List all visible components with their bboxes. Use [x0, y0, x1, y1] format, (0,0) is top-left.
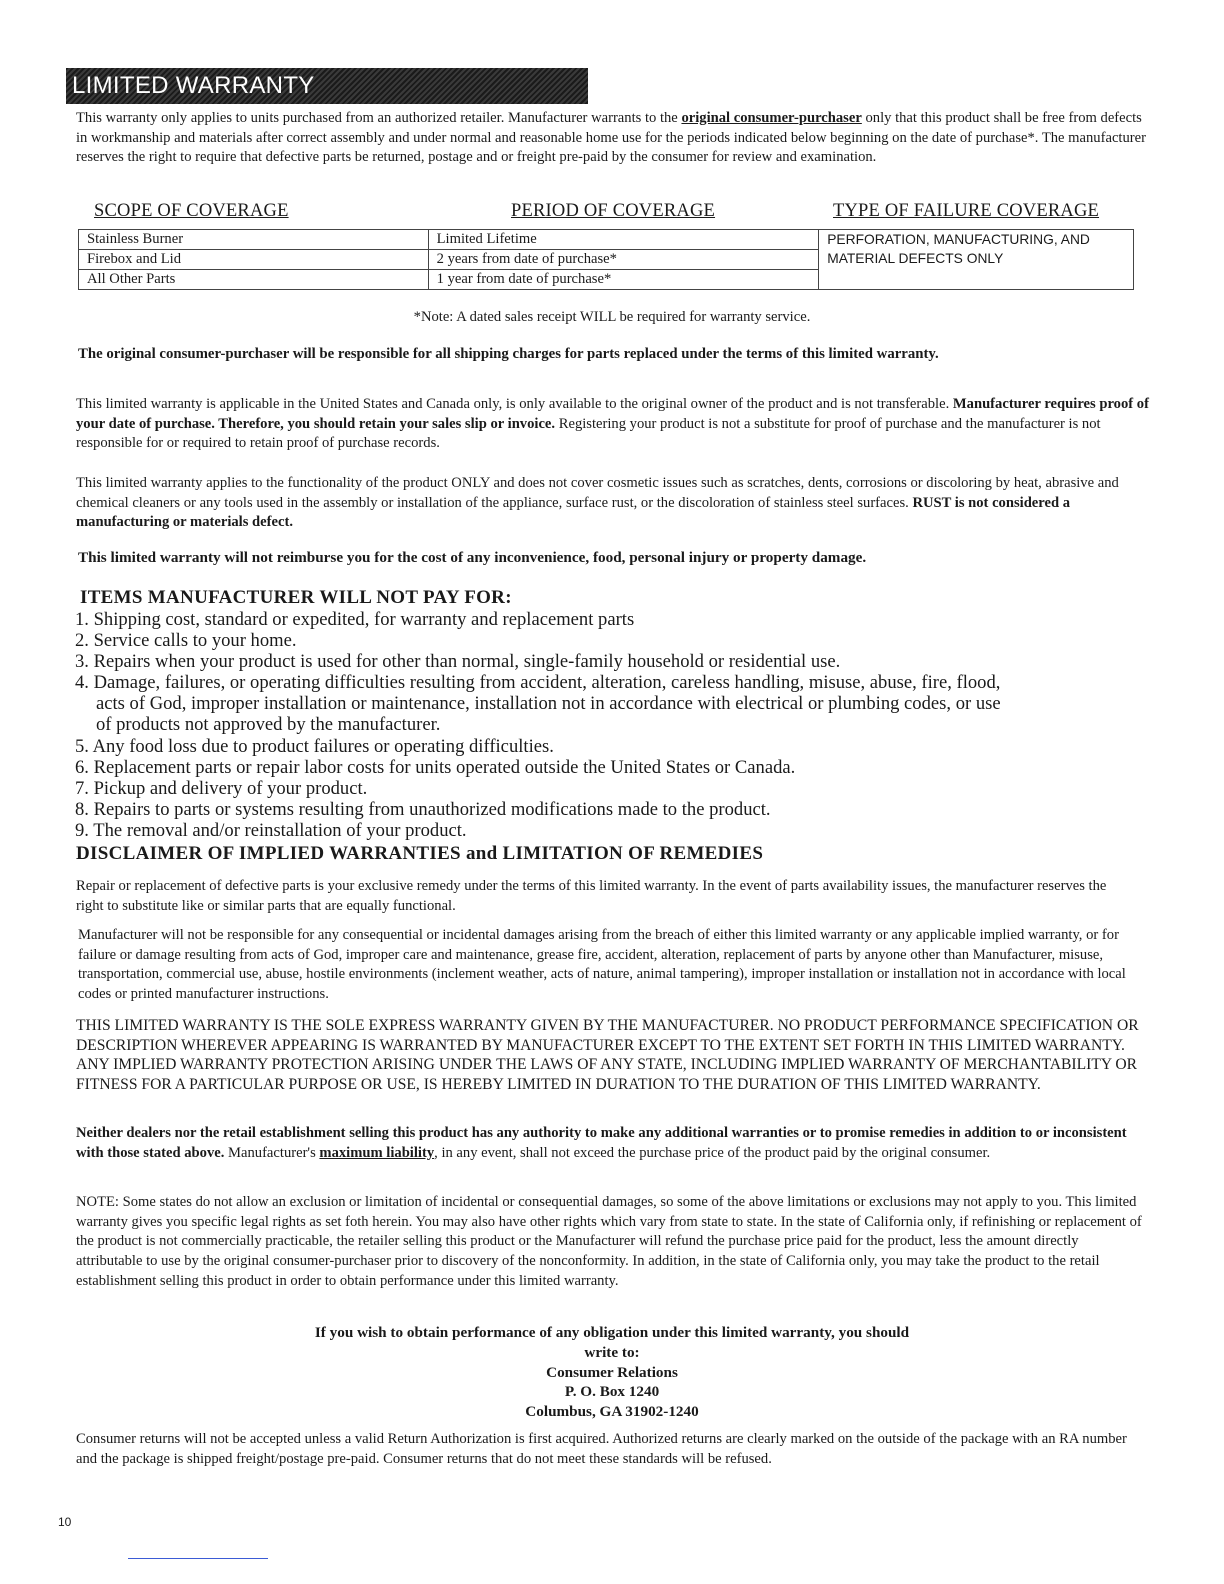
list-item: 7. Pickup and delivery of your product. — [75, 777, 368, 799]
failure-type-cell: PERFORATION, MANUFACTURING, AND MATERIAL DEFECTS ONLY — [819, 230, 1134, 290]
list-item: 4. Damage, failures, or operating difficulties resulting from accident, alteration, careless handling, misuse, abuse, fire, flood, — [75, 672, 1001, 694]
functionality-text: This limited warranty applies to the functionality of the product ONLY and does not cover cosmetic issues such as scratches, dents, corrosions or discoloring by heat, abrasive and chemical cleaners or any tools used in the assembly or installation of the appliance, surface rust, or the discoloration of stainless steel surfaces. — [76, 475, 1119, 511]
dealers-text-1: Manufacturer's — [224, 1144, 320, 1161]
period-of-coverage-header: PERIOD OF COVERAGE — [511, 201, 716, 221]
proof-of-purchase-emphasis: Manufacturer requires proof of your date of purchase. Therefore, you should retain your sales slip or invoice. — [76, 396, 1149, 432]
state-rights-note: NOTE: Some states do not allow an exclusion or limitation of incidental or consequential damages, so some of the above limitations or exclusions may not apply to you. This limited warranty gives you specific legal rights as set foth herein. You may also have other rights which vary from state to state. In the state of California only, if refinishing or replacement of the product is not commercially practicable, the retailer selling this product or the Manufacturer will refund the purchase price paid for the product, less the amount directly attributable to use by the original consumer-purchaser prior to discovery of the nonconformity. In addition, in the state of California only, you may take the product to the retail establishment selling this product in order to obtain performance under this limited warranty. — [76, 1194, 1142, 1289]
scope-cell: All Other Parts — [79, 270, 429, 290]
receipt-note: *Note: A dated sales receipt WILL be required for warranty service. — [413, 309, 811, 325]
list-item: 5. Any food loss due to product failures or operating difficulties. — [75, 735, 554, 757]
items-not-paid-list — [75, 609, 1155, 841]
contact-po-box: P. O. Box 1240 — [564, 1383, 660, 1401]
list-item: of products not approved by the manufacturer. — [96, 714, 441, 736]
scope-cell: Firebox and Lid — [79, 250, 429, 270]
dealers-authority-emphasis: Neither dealers nor the retail establishment selling this product has any authority to make any additional warranties or to promise remedies in addition to or inconsistent with those stated above. — [76, 1125, 1127, 1161]
type-of-failure-coverage-header: TYPE OF FAILURE COVERAGE — [833, 201, 1100, 221]
footer-divider — [128, 1558, 268, 1559]
contact-department: Consumer Relations — [546, 1363, 678, 1381]
intro-paragraph — [76, 109, 1151, 168]
items-not-paid-heading: ITEMS MANUFACTURER WILL NOT PAY FOR: — [80, 587, 512, 608]
no-reimbursement-notice: This limited warranty will not reimburse you for the cost of any inconvenience, food, personal injury or property damage. — [78, 549, 867, 566]
list-item: 6. Replacement parts or repair labor costs for units operated outside the United States or Canada. — [75, 756, 796, 778]
rust-not-defect-emphasis: RUST is not considered a manufacturing or materials defect. — [76, 494, 1071, 531]
consumer-returns-paragraph: Consumer returns will not be accepted unless a valid Return Authorization is first acquired. Authorized returns are clearly marked on the outside of the package with an RA number and the package is shipped freight/postage pre-paid. Consumer returns that do not meet these standards will be refused. — [76, 1431, 1127, 1467]
applicability-paragraph — [76, 395, 1158, 454]
repair-remedy-paragraph: Repair or replacement of defective parts is your exclusive remedy under the terms of this limited warranty. In the event of parts availability issues, the manufacturer reserves the right to substitute like or similar parts that are equally functional. — [76, 878, 1107, 914]
list-item: 9. The removal and/or reinstallation of your product. — [75, 819, 467, 841]
applicability-text-1: This limited warranty is applicable in the United States and Canada only, is only available to the original owner of the product and is not transferable. — [76, 396, 953, 412]
shipping-charges-notice: The original consumer-purchaser will be responsible for all shipping charges for parts replaced under the terms of this limited warranty. — [78, 346, 939, 362]
list-item: 1. Shipping cost, standard or expedited, for warranty and replacement parts — [75, 609, 635, 630]
period-cell: Limited Lifetime — [428, 230, 819, 250]
sole-express-warranty-paragraph: THIS LIMITED WARRANTY IS THE SOLE EXPRESS WARRANTY GIVEN BY THE MANUFACTURER. NO PRODUCT PERFORMANCE SPECIFICATION OR DESCRIPTION WHEREVER APPEARING IS WARRANTED BY MANUFACTURER EXCEPT TO THE EXTENT SET FORTH IN THIS LIMITED WARRANTY. ANY IMPLIED WARRANTY PROTECTION ARISING UNDER THE LAWS OF ANY STATE, INCLUDING IMPLIED WARRANTY OF MERCHANTABILITY OR FITNESS FOR A PARTICULAR PURPOSE OR USE, IS HEREBY LIMITED IN DURATION TO THE DURATION OF THIS LIMITED WARRANTY. — [76, 1017, 1139, 1093]
dealers-text-2: , in any event, shall not exceed the purchase price of the product paid by the original consumer. — [434, 1144, 991, 1161]
scope-cell: Stainless Burner — [79, 230, 429, 250]
contact-instruction: If you wish to obtain performance of any obligation under this limited warranty, you should — [314, 1324, 910, 1341]
list-item: 2. Service calls to your home. — [75, 630, 297, 652]
scope-of-coverage-header: SCOPE OF COVERAGE — [94, 201, 289, 221]
intro-text-1: This warranty only applies to units purchased from an authorized retailer. Manufacturer warrants to the — [76, 110, 682, 126]
dealers-authority-paragraph — [76, 1124, 1156, 1163]
contact-city-zip: Columbus, GA 31902-1240 — [525, 1403, 699, 1421]
contact-address-block — [0, 1323, 1224, 1422]
applicability-text-2: Registering your product is not a substitute for proof of purchase and the manufacturer is not responsible for or required to retain proof of purchase records. — [76, 415, 1101, 452]
contact-write-to: write to: — [584, 1343, 640, 1361]
list-item: acts of God, improper installation or maintenance, installation not in accordance with electrical or plumbing codes, or use — [96, 693, 1001, 715]
period-cell: 1 year from date of purchase* — [428, 270, 819, 290]
list-item: 3. Repairs when your product is used for other than normal, single-family household or residential use. — [75, 651, 841, 673]
consequential-damages-paragraph: Manufacturer will not be responsible for any consequential or incidental damages arising from the breach of either this limited warranty or any applicable implied warranty, or for failure or damage resulting from acts of God, improper care and maintenance, grease fire, accident, alteration, replacement of parts by anyone other than Manufacturer, misuse, transportation, commercial use, abuse, hostile environments (inclement weather, acts of nature, animal tampering), improper installation or installation not in accordance with local codes or printed manufacturer instructions. — [78, 927, 1126, 1003]
coverage-table — [78, 229, 1134, 290]
functionality-paragraph — [76, 474, 1131, 533]
disclaimer-heading: DISCLAIMER OF IMPLIED WARRANTIES and LIMITATION OF REMEDIES — [76, 843, 764, 864]
list-item: 8. Repairs to parts or systems resulting from unauthorized modifications made to the product. — [75, 798, 771, 820]
page-number: 10 — [58, 1515, 72, 1529]
maximum-liability-emphasis: maximum liability — [319, 1144, 435, 1161]
original-consumer-purchaser-emphasis: original consumer-purchaser — [681, 110, 862, 126]
table-row — [79, 230, 1134, 250]
intro-text-2: only that this product shall be free from defects in workmanship and materials after correct assembly and under normal and reasonable home use for the periods indicated below beginning on the date of purchase*. The manufacturer reserves the right to require that defective parts be returned, postage and or freight pre-paid by the consumer for review and examination. — [76, 110, 1146, 166]
period-cell: 2 years from date of purchase* — [428, 250, 819, 270]
limited-warranty-banner: LIMITED WARRANTY — [66, 68, 588, 104]
